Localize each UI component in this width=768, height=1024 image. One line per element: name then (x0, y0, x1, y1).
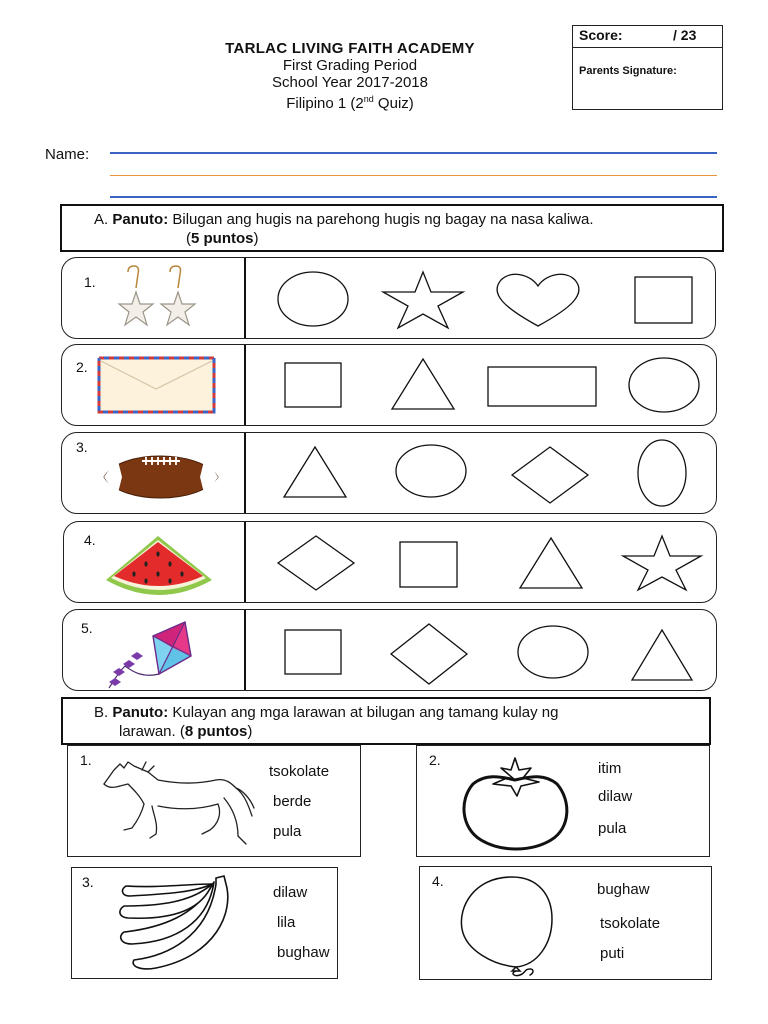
item-number: 4. (432, 873, 444, 889)
item-number: 1. (80, 752, 92, 768)
circle-shape[interactable] (396, 445, 466, 497)
circle-shape[interactable] (629, 358, 699, 412)
square-shape[interactable] (400, 542, 457, 587)
score-label: Score: (579, 27, 623, 43)
square-shape[interactable] (285, 363, 341, 407)
part-a-item-4 (63, 521, 717, 603)
horse-icon (98, 754, 258, 852)
subject-quiz (180, 91, 520, 112)
header-block (180, 40, 520, 112)
part-a-item-5 (62, 609, 717, 691)
part-b-item-3 (71, 867, 338, 979)
color-option[interactable]: pula (598, 820, 627, 837)
envelope-icon (96, 355, 218, 417)
part-b-letter: B. (94, 704, 109, 721)
name-line-2[interactable] (110, 175, 717, 176)
square-shape[interactable] (285, 630, 341, 674)
name-line-1[interactable] (110, 152, 717, 154)
shape-options (245, 258, 715, 338)
part-a-instructions (60, 204, 724, 252)
part-a-item-1 (61, 257, 716, 339)
item-number: 3. (82, 874, 94, 890)
watermelon-icon (102, 532, 216, 602)
grading-period: First Grading Period (282, 57, 418, 74)
oval-shape[interactable] (638, 440, 686, 506)
kite-icon (103, 616, 203, 690)
shape-options (245, 433, 715, 513)
part-b-text-1: Kulayan ang mga larawan at bilugan ang tamang kulay ng (168, 704, 559, 721)
color-option[interactable]: dilaw (273, 884, 308, 901)
color-option[interactable]: puti (600, 945, 625, 962)
school-name: TARLAC LIVING FAITH ACADEMY (225, 40, 475, 57)
part-b-panuto: Panuto: (112, 704, 169, 721)
score-total: / 23 (673, 27, 697, 43)
part-b-text-2: larawan. ( (119, 723, 185, 740)
part-b-item-4 (419, 866, 712, 980)
banana-icon (116, 872, 256, 976)
part-a-paren-close: ) (253, 230, 259, 247)
heart-shape[interactable] (497, 274, 579, 326)
shape-options (245, 345, 715, 425)
part-a-letter: A. (94, 211, 109, 228)
color-option[interactable]: lila (277, 914, 296, 931)
item-number: 3. (76, 439, 88, 455)
triangle-shape[interactable] (520, 538, 582, 588)
color-option[interactable]: bughaw (597, 881, 650, 898)
subject-superscript: nd (363, 94, 374, 104)
earrings-icon (114, 262, 204, 336)
school-year: School Year 2017-2018 (272, 74, 428, 91)
color-option[interactable]: tsokolate (600, 915, 661, 932)
diamond-shape[interactable] (391, 624, 467, 684)
part-b-instructions (61, 697, 711, 745)
square-shape[interactable] (635, 277, 692, 323)
part-a-points: 5 puntos (191, 230, 254, 247)
color-option[interactable]: pula (273, 823, 302, 840)
star-shape[interactable] (383, 272, 463, 328)
item-number: 2. (429, 752, 441, 768)
tomato-icon (455, 754, 575, 854)
part-a-paren: ( (186, 230, 191, 247)
score-row (573, 26, 722, 48)
score-box (572, 25, 723, 110)
star-shape[interactable] (623, 536, 701, 590)
circle-shape[interactable] (278, 272, 348, 326)
football-icon (100, 447, 222, 507)
part-a-item-3 (61, 432, 717, 514)
color-option[interactable]: bughaw (277, 944, 330, 961)
triangle-shape[interactable] (632, 630, 692, 680)
rectangle-shape[interactable] (488, 367, 596, 406)
shape-options (245, 610, 715, 690)
color-option[interactable]: dilaw (598, 788, 633, 805)
part-b-item-1 (67, 745, 361, 857)
diamond-shape[interactable] (512, 447, 588, 503)
part-b-paren-close: ) (247, 723, 253, 740)
shape-options (245, 522, 715, 602)
color-option[interactable]: tsokolate (269, 763, 330, 780)
item-number: 1. (84, 274, 96, 290)
color-option[interactable]: berde (273, 793, 312, 810)
balloon-icon (454, 873, 574, 979)
part-a-panuto: Panuto: (112, 211, 169, 228)
part-a-item-2 (61, 344, 717, 426)
color-option[interactable]: itim (598, 760, 622, 777)
name-line-3[interactable] (110, 196, 717, 198)
subject-text: Filipino 1 (2 (286, 95, 364, 112)
circle-shape[interactable] (518, 626, 588, 678)
item-number: 4. (84, 532, 96, 548)
item-number: 2. (76, 359, 88, 375)
name-label: Name: (45, 146, 90, 163)
triangle-shape[interactable] (392, 359, 454, 409)
part-b-item-2 (416, 745, 710, 857)
parents-signature-label[interactable]: Parents Signature: (579, 65, 677, 77)
part-b-points: 8 puntos (184, 723, 248, 740)
diamond-shape[interactable] (278, 536, 354, 590)
subject-text-end: Quiz) (373, 95, 414, 112)
triangle-shape[interactable] (284, 447, 346, 497)
item-number: 5. (81, 620, 93, 636)
part-a-text: Bilugan ang hugis na parehong hugis ng bagay na nasa kaliwa. (168, 211, 594, 228)
